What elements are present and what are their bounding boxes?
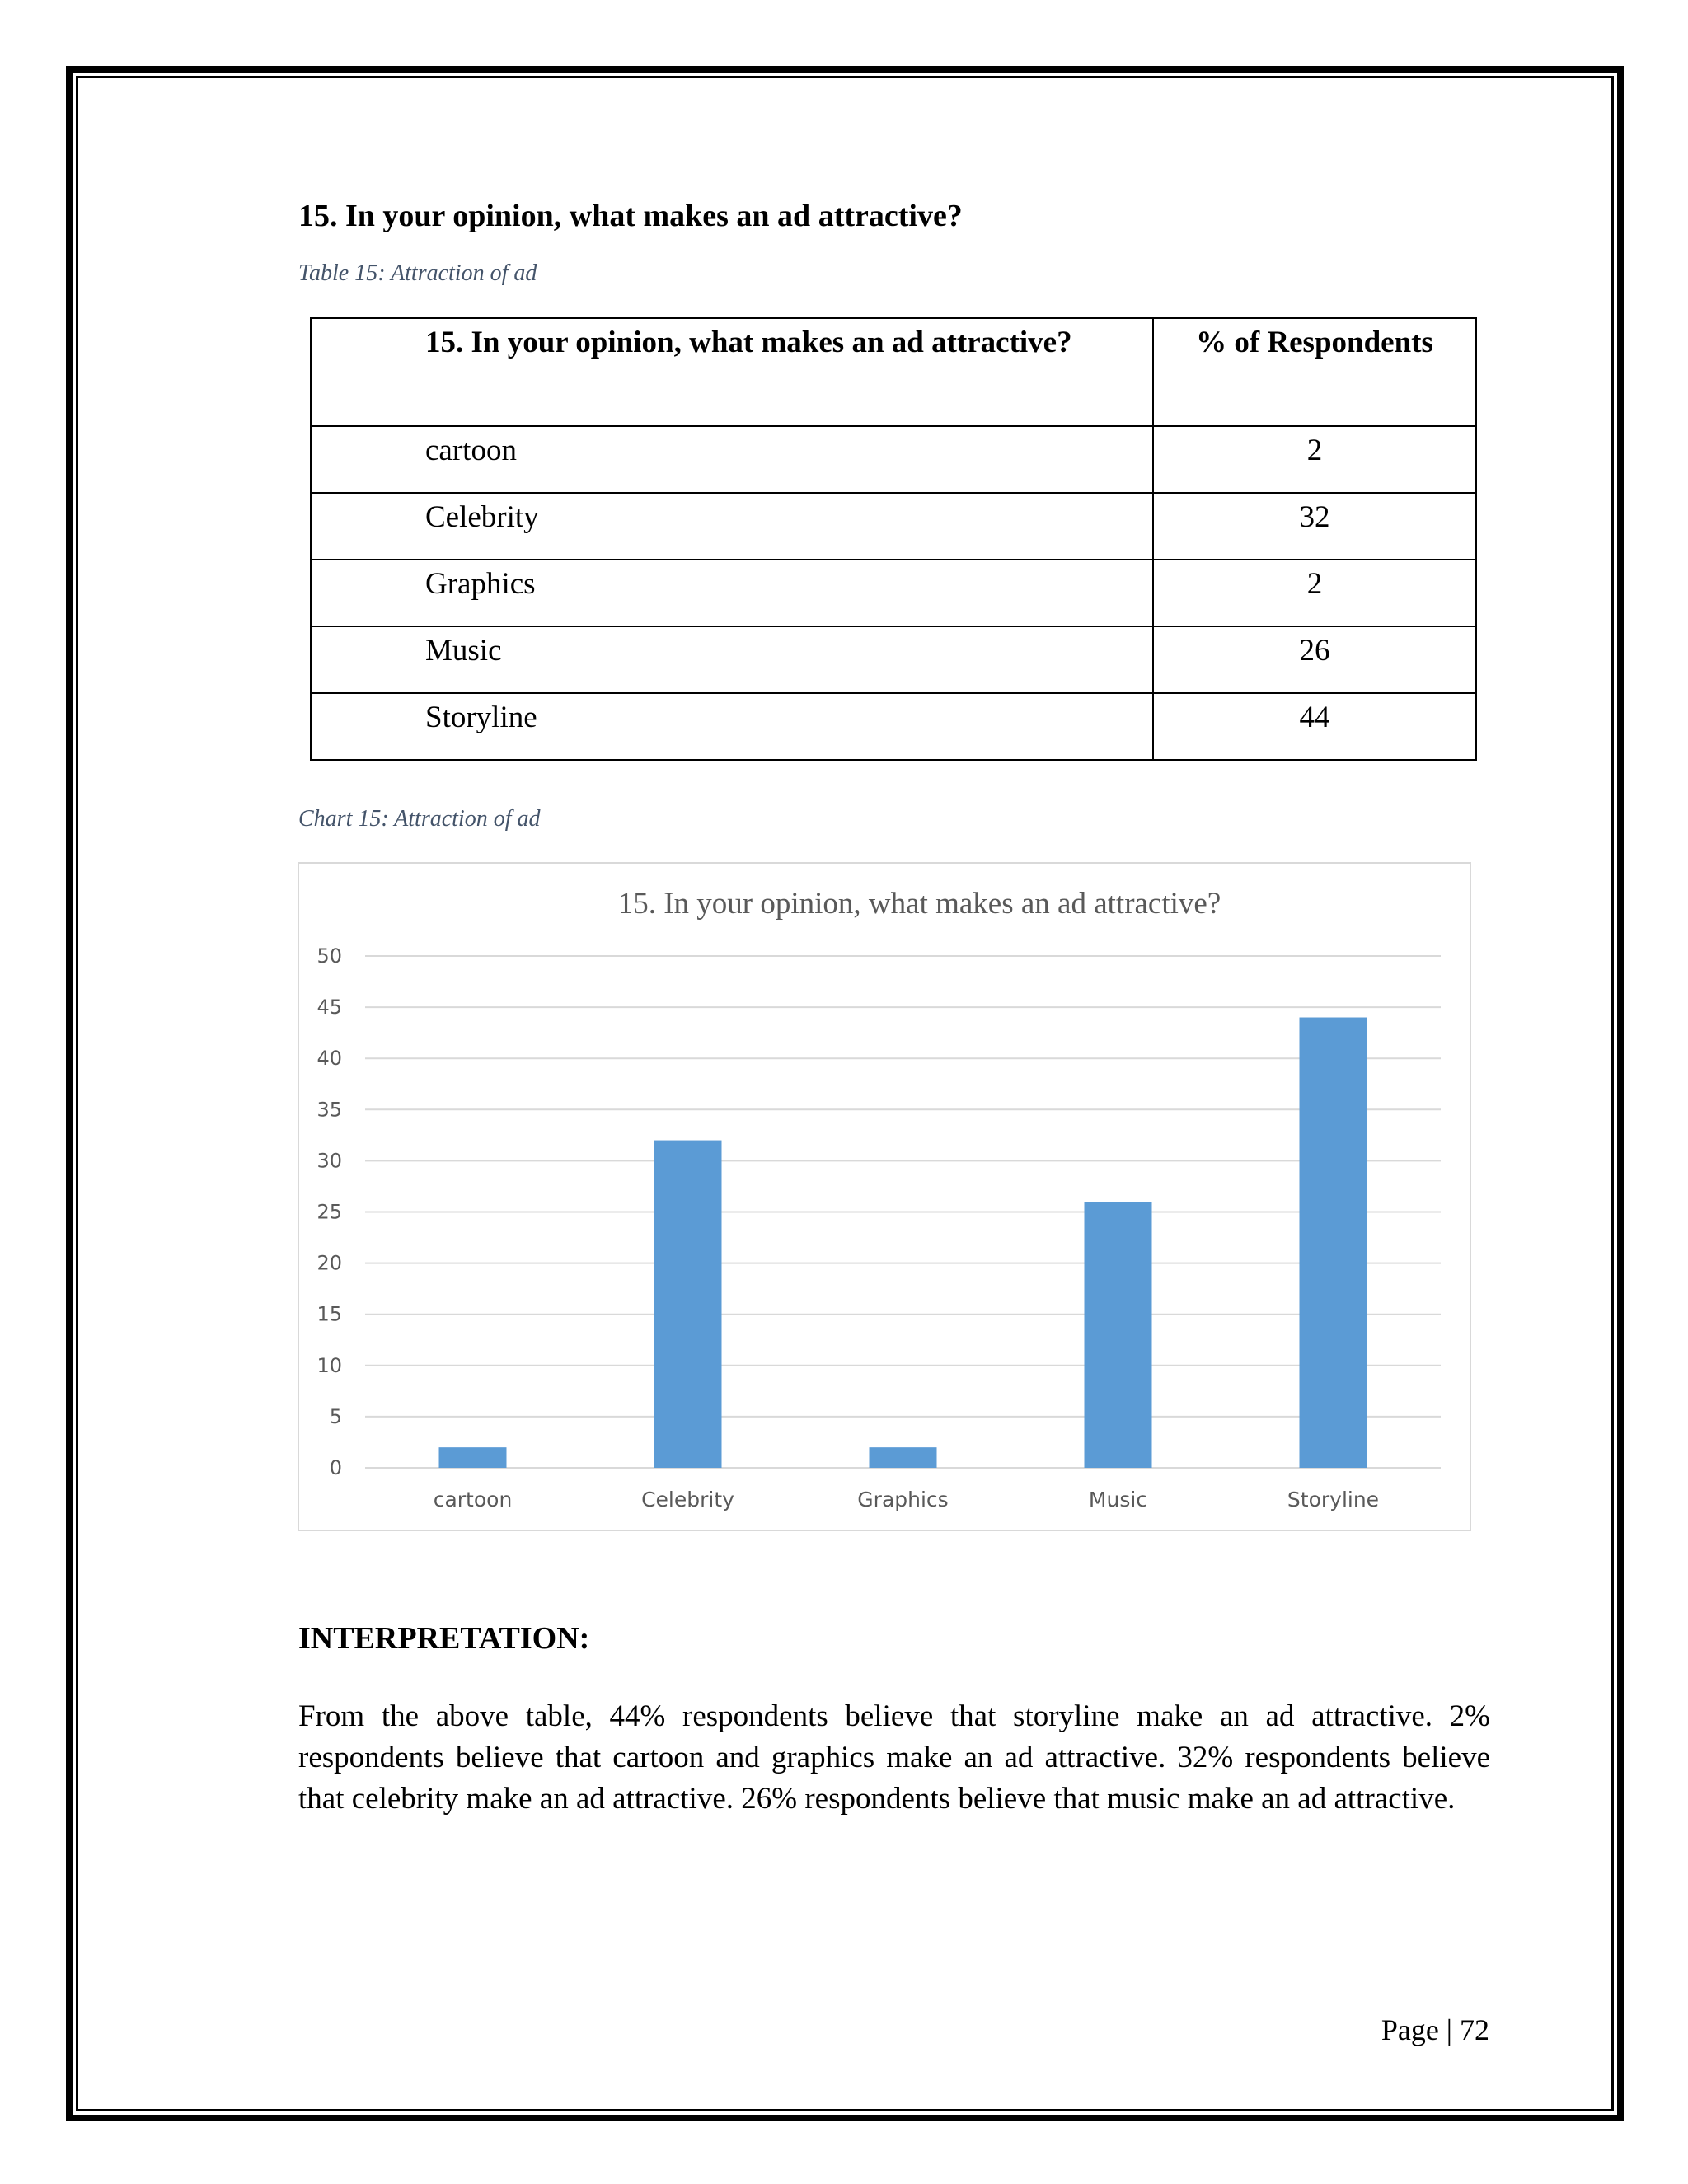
bar bbox=[1300, 1018, 1367, 1468]
x-tick-label: Music bbox=[1088, 1488, 1148, 1511]
bar bbox=[439, 1447, 507, 1468]
y-tick-label: 30 bbox=[316, 1149, 342, 1173]
y-tick-label: 10 bbox=[316, 1353, 342, 1377]
y-tick-label: 35 bbox=[316, 1098, 342, 1122]
table-cell-option: Graphics bbox=[311, 560, 1153, 626]
respondents-table bbox=[310, 317, 1477, 761]
bar bbox=[654, 1141, 722, 1468]
x-tick-label: Graphics bbox=[857, 1488, 949, 1511]
table-header-question: 15. In your opinion, what makes an ad attractive? bbox=[311, 318, 1153, 426]
table-cell-percent: 26 bbox=[1153, 626, 1476, 693]
question-heading: 15. In your opinion, what makes an ad attractive? bbox=[298, 199, 963, 233]
table-cell-option: Celebrity bbox=[311, 493, 1153, 560]
bar-chart bbox=[298, 862, 1471, 1531]
table-cell-option: Storyline bbox=[311, 693, 1153, 760]
table-cell-option: cartoon bbox=[311, 426, 1153, 493]
table-row bbox=[311, 693, 1476, 760]
interpretation-text: From the above table, 44% respondents believe that storyline make an ad attractive. 2% respondents believe that cartoon and graphics make an ad attractive. 32% respondents believe that celebrity make an ad attractive. 26% respondents believe that music make an ad attractive. bbox=[298, 1699, 1490, 1816]
interpretation-title: INTERPRETATION: bbox=[298, 1621, 590, 1656]
table-cell-percent: 44 bbox=[1153, 693, 1476, 760]
y-tick-label: 5 bbox=[329, 1404, 342, 1428]
table-header-percent: % of Respondents bbox=[1153, 318, 1476, 426]
y-tick-label: 0 bbox=[329, 1456, 342, 1479]
x-tick-label: cartoon bbox=[433, 1488, 513, 1511]
table-row bbox=[311, 626, 1476, 693]
chart-title: 15. In your opinion, what makes an ad attractive? bbox=[617, 887, 1221, 921]
y-tick-label: 50 bbox=[316, 944, 342, 968]
table-cell-percent: 2 bbox=[1153, 426, 1476, 493]
bar-chart-svg bbox=[299, 864, 1470, 1530]
table-row bbox=[311, 560, 1476, 626]
x-tick-label: Storyline bbox=[1287, 1488, 1380, 1511]
y-tick-label: 45 bbox=[316, 996, 342, 1019]
chart-caption: Chart 15: Attraction of ad bbox=[298, 806, 541, 832]
y-tick-label: 15 bbox=[316, 1302, 342, 1326]
table-header-row bbox=[311, 318, 1476, 426]
bar bbox=[1085, 1202, 1152, 1468]
table-cell-option: Music bbox=[311, 626, 1153, 693]
y-tick-label: 40 bbox=[316, 1047, 342, 1071]
table-row bbox=[311, 493, 1476, 560]
x-tick-label: Celebrity bbox=[641, 1488, 734, 1511]
table-cell-percent: 32 bbox=[1153, 493, 1476, 560]
y-tick-label: 25 bbox=[316, 1200, 342, 1224]
table-row bbox=[311, 426, 1476, 493]
bar bbox=[870, 1447, 937, 1468]
table-cell-percent: 2 bbox=[1153, 560, 1476, 626]
y-tick-label: 20 bbox=[316, 1251, 342, 1275]
page-number: Page | 72 bbox=[1381, 2013, 1489, 2046]
table-caption: Table 15: Attraction of ad bbox=[298, 260, 537, 286]
